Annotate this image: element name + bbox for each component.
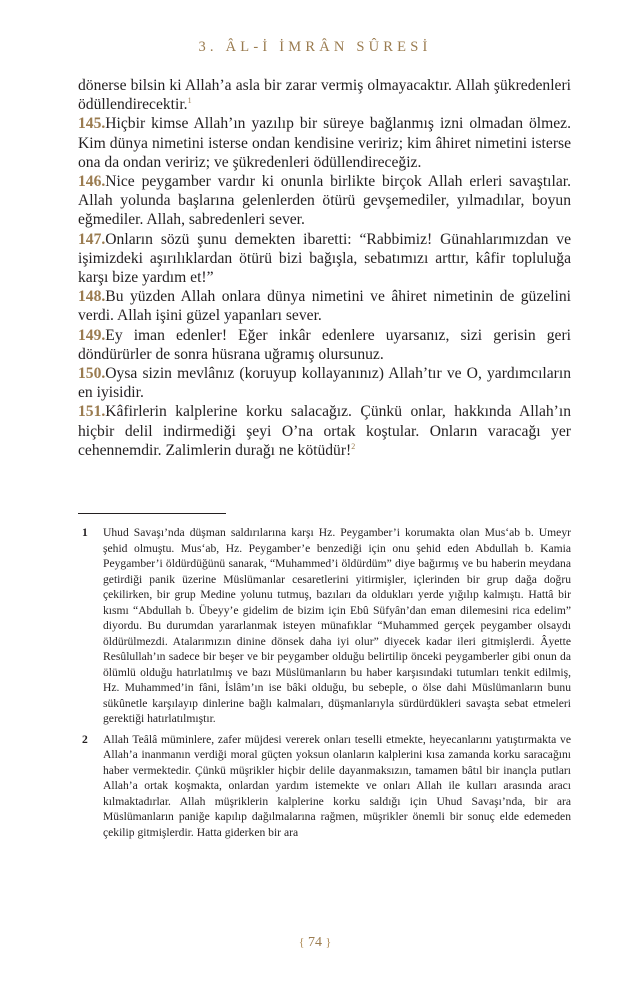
verse-150	[78, 364, 571, 402]
verse-text: Hiçbir kimse Allah’ın yazılıp bir süreye bağlanmış izni olmadan ölmez. Kim dünya nimetini isterse ondan kendisine veririz; kim âhiret nimetini isterse ona da ondan veririz; ve şükredenleri ödüllendireceğiz.	[78, 115, 571, 171]
footnotes	[78, 525, 571, 840]
verse-number: 146.	[78, 173, 106, 191]
verse-145	[78, 114, 571, 172]
folio-ornament-left: {	[298, 935, 305, 949]
footnote-ref-2[interactable]: 2	[351, 441, 356, 451]
footnote-number: 1	[82, 526, 88, 539]
main-text	[78, 76, 571, 460]
footnote-ref-1[interactable]: 1	[187, 96, 192, 106]
verse-147	[78, 230, 571, 288]
verse-number: 149.	[78, 326, 106, 344]
verse-text: Bu yüzden Allah onlara dünya nimetini ve âhiret nimetinin de güzelini verdi. Allah işini güzel yapanları sever.	[78, 288, 571, 325]
page-number-value: 74	[308, 935, 322, 950]
verse-text: Oysa sizin mevlânız (koruyup kollayanınız) Allah’tır ve O, yardımcıların en iyisidir.	[78, 365, 571, 402]
verse-text: Nice peygamber vardır ki onunla birlikte birçok Allah erleri savaştılar. Allah yolunda başlarına gelenlerden ötürü gevşemediler, yılmadılar, boyun eğmediler. Allah, sabredenleri sever.	[78, 173, 571, 229]
verse-text: Ey iman edenler! Eğer inkâr edenlere uyarsanız, sizi gerisin geri döndürürler de sonra hüsrana uğramış olursunuz.	[78, 326, 571, 363]
verse-number: 150.	[78, 365, 106, 383]
verse-number: 145.	[78, 115, 106, 133]
page-number	[0, 933, 630, 952]
continuation-paragraph	[78, 76, 571, 114]
verse-151	[78, 402, 571, 460]
folio-ornament-right: }	[325, 935, 332, 949]
footnote-1	[78, 525, 571, 727]
footnote-separator	[78, 513, 226, 514]
footnote-text: Allah Teâlâ müminlere, zafer müjdesi vererek onları teselli etmekte, heyecanlarını yatıştırmakta ve Allah’a inanmanın verdiği moral güçten yoksun olanların kalplerini kısa zamanda korku saracağını haber vermektedir. Çünkü müşrikler hiçbir delile dayanmaksızın, tamamen bâtıl bir inançla putları Allah’a ortak koşmakta, onlardan yardım istemekte ve onları Allah ile kulları arasında aracı kılmaktadırlar. Allah müşriklerin kalplerine korku saldığı için Uhud Savaşı’nda, bir ara Müslümanların paniğe kapılıp dağılmalarına rağmen, müşrikler önemli bir sonuç elde edemeden çekilip gitmişlerdir. Hatta giderken bir ara	[103, 732, 571, 839]
verse-number: 147.	[78, 230, 106, 248]
footnote-number: 2	[82, 732, 88, 746]
verse-text: Kâfirlerin kalplerine korku salacağız. Çünkü onlar, hakkında Allah’ın hiçbir delil indirmediği şeyi O’na ortak koştular. Onların varacağı yer cehennemdir. Zalimlerin durağı ne kötüdür!	[78, 403, 571, 459]
verse-number: 148.	[78, 288, 106, 306]
footnote-text: Uhud Savaşı’nda düşman saldırılarına karşı Hz. Peygamber’i korumakta olan Mus‘ab b. Umeyr şehid olmuştu. Mus‘ab, Hz. Peygamber’e benzediği için onu şehid eden Abdullah b. Kamia Peygamber’i öldürdüğünü sanarak, “Muhammed’i öldürdüm” diye bağırmış ve bu haberin meydana getirdiği panik üzerine Müslümanlar cesaretlerini yitirmişler, içlerinden bir grup dağa doğru çekilirken, bir grup Medine yolunu tutmuş, bazıları da oldukları yerde yığılıp kalmıştı. Hattâ bir kısmı “Abdullah b. Übeyy’e gidelim de bizim için Ebû Süfyân’dan eman dilemesini rica edelim” diyordu. Bu durumdan yararlanmak isteyen münafıklar “Muhammed gerçek peygamber olsaydı öldürülmezdi. Atalarımızın dinine dönsek daha iyi olur” diyecek kadar ileri gitmişlerdi. Âyette Resûlullah’ın sadece bir beşer ve bir peygamber olduğu belirtilip önceki peygamberler gibi onun da ölümlü olduğu hatırlatılmış ve bazı Müslümanların bu haber karşısındaki tutumları tenkit edilmiş, Hz. Muhammed’in fâni, İslâm’ın ise bâki olduğu, bu sebeple, o ölse dahi Müslümanların bunu sükûnetle karşılayıp dinlerine bağlı kalmaları, düşmanlarıyla sürdürdükleri savaşta sebat etmeleri gerektiği hatırlatılmıştır.	[103, 526, 571, 725]
footnote-2	[78, 732, 571, 841]
continuation-text: dönerse bilsin ki Allah’a asla bir zarar vermiş olmayacaktır. Allah şükredenleri ödüllendirecektir.	[78, 77, 571, 114]
verse-148	[78, 287, 571, 325]
verse-146	[78, 172, 571, 230]
verse-text: Onların sözü şunu demekten ibaretti: “Rabbimiz! Günahlarımızdan ve işimizdeki aşırılıklardan ötürü bizi bağışla, sebatımızı arttır, kâfir topluluğa karşı bize yardım et!”	[78, 230, 571, 287]
verse-149	[78, 326, 571, 364]
running-header: 3. ÂL-İ İMRÂN SÛRESİ	[198, 39, 432, 55]
verse-number: 151.	[78, 403, 106, 421]
